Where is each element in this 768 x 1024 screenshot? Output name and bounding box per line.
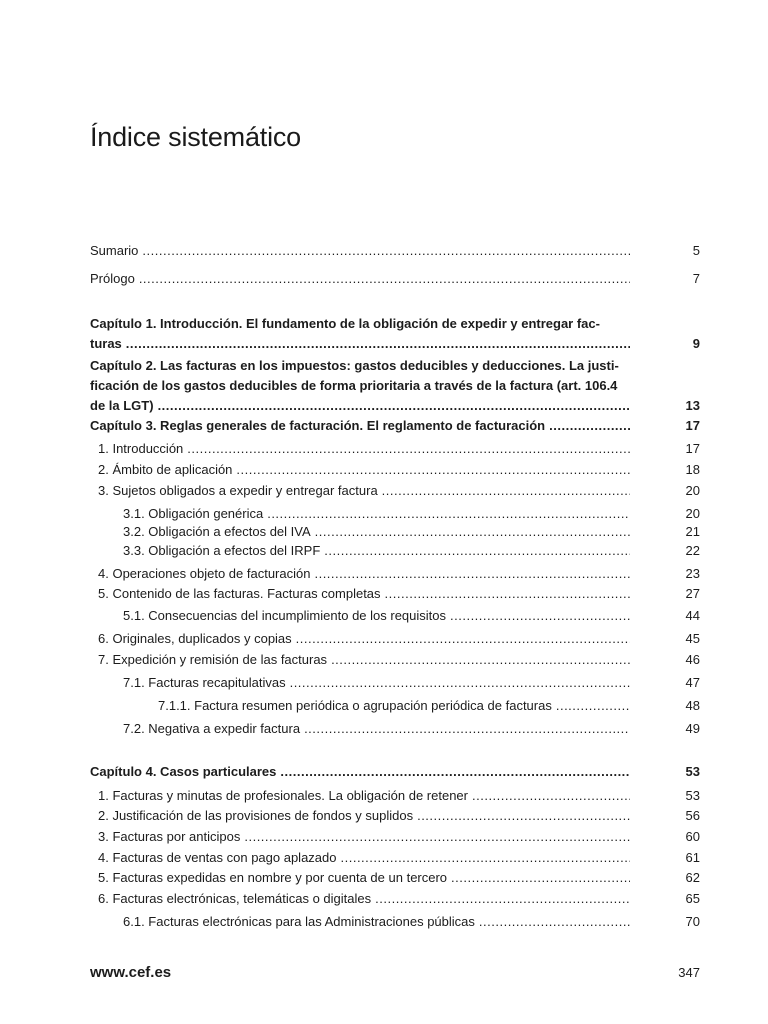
toc-entry-page: 53 (685, 788, 700, 803)
toc-entry-page: 20 (685, 483, 700, 498)
toc-entry-label: 4. Facturas de ventas con pago aplazado (98, 850, 337, 865)
toc-entry-label: Capítulo 4. Casos particulares (90, 764, 277, 779)
toc-entry-page: 60 (685, 829, 700, 844)
toc-entry-label: 2. Ámbito de aplicación (98, 462, 233, 477)
toc-entry-label: 7.2. Negativa a expedir factura (123, 721, 301, 736)
dot-leader (375, 889, 630, 909)
toc-entry (98, 827, 700, 847)
toc-entry-page: 61 (685, 850, 700, 865)
toc-entry (98, 481, 700, 501)
toc-entry-page: 17 (685, 418, 700, 433)
toc-entry-label: 3.2. Obligación a efectos del IVA (123, 524, 311, 539)
toc-entry-label: 7.1. Facturas recapitulativas (123, 675, 286, 690)
dot-leader (158, 396, 630, 416)
dot-leader (296, 629, 630, 649)
toc-entry-page: 44 (685, 608, 700, 623)
dot-leader (187, 439, 630, 459)
toc-entry-label: 6. Facturas electrónicas, telemáticas o digitales (98, 891, 372, 906)
toc-entry-page: 70 (685, 914, 700, 929)
toc-entry (98, 439, 700, 459)
toc-entry-page: 48 (685, 698, 700, 713)
toc-chapter-entry (90, 314, 700, 354)
dot-leader (315, 522, 630, 542)
toc-chapter-entry (90, 356, 700, 416)
dot-leader (331, 650, 630, 670)
toc-entry-label: 6. Originales, duplicados y copias (98, 631, 292, 646)
dot-leader (472, 786, 630, 806)
toc-entry-page: 20 (685, 506, 700, 521)
toc-entry-page: 9 (692, 336, 700, 351)
toc-entry-label: 5. Facturas expedidas en nombre y por cuenta de un tercero (98, 870, 448, 885)
footer-url: www.cef.es (90, 964, 172, 981)
toc-entry (98, 848, 700, 868)
toc-entry-label: 5.1. Consecuencias del incumplimiento de los requisitos (123, 608, 447, 623)
toc-entry-label: 3. Sujetos obligados a expedir y entregar factura (98, 483, 378, 498)
toc-entry (98, 650, 700, 670)
dot-leader (324, 541, 630, 561)
toc-entry (123, 522, 700, 542)
dot-leader (290, 673, 630, 693)
dot-leader (236, 460, 630, 480)
toc-entry-page: 22 (685, 543, 700, 558)
dot-leader (549, 416, 630, 436)
toc-entry-page: 23 (685, 566, 700, 581)
toc-entry (123, 541, 700, 561)
toc-entry-label: 1. Facturas y minutas de profesionales. La obligación de retener (98, 788, 468, 803)
toc-entry-label: 7. Expedición y remisión de las facturas (98, 652, 328, 667)
dot-leader (126, 334, 630, 354)
dot-leader (267, 504, 630, 524)
dot-leader (142, 241, 630, 261)
toc-entry (98, 786, 700, 806)
footer-page-number: 347 (678, 965, 700, 980)
dot-leader (341, 848, 631, 868)
toc-entry-label: 5. Contenido de las facturas. Facturas completas (98, 586, 381, 601)
toc-entry-page: 17 (685, 441, 700, 456)
toc-entry-page: 18 (685, 462, 700, 477)
toc-entry-label: de la LGT) (90, 398, 154, 413)
toc-entry (123, 673, 700, 693)
toc-entry-page: 5 (692, 243, 700, 258)
toc-entry-label: Prólogo (90, 271, 135, 286)
toc-entry-page: 53 (685, 764, 700, 779)
toc-entry-page: 56 (685, 808, 700, 823)
toc-entry-label: 2. Justificación de las provisiones de fondos y suplidos (98, 808, 414, 823)
dot-leader (385, 584, 630, 604)
toc-entry-page: 65 (685, 891, 700, 906)
page-title: Índice sistemático (90, 122, 301, 152)
toc-chapter-entry (90, 762, 700, 782)
toc-entry-label: Sumario (90, 243, 139, 258)
toc-entry (98, 460, 700, 480)
toc-entry-page: 47 (685, 675, 700, 690)
toc-entry-label-line: Capítulo 2. Las facturas en los impuestos: gastos deducibles y deducciones. La justi- (90, 358, 619, 373)
toc-entry (98, 806, 700, 826)
dot-leader (244, 827, 630, 847)
toc-entry (123, 504, 700, 524)
toc-entry (98, 629, 700, 649)
dot-leader (417, 806, 630, 826)
toc-entry (123, 719, 700, 739)
toc-entry (98, 868, 700, 888)
toc-entry (98, 584, 700, 604)
toc-entry (90, 269, 700, 289)
toc-entry (158, 696, 700, 716)
toc-entry-label-line: ficación de los gastos deducibles de forma prioritaria a través de la factura (art. 106.4 (90, 378, 618, 393)
dot-leader (450, 606, 630, 626)
toc-entry (90, 241, 700, 261)
toc-entry-label-line: Capítulo 1. Introducción. El fundamento de la obligación de expedir y entregar fac- (90, 316, 600, 331)
toc-entry (123, 606, 700, 626)
toc-entry-page: 27 (685, 586, 700, 601)
toc-entry (123, 912, 700, 932)
toc-entry-page: 21 (685, 524, 700, 539)
dot-leader (382, 481, 630, 501)
toc-entry-page: 13 (685, 398, 700, 413)
toc-entry (98, 564, 700, 584)
toc-entry-label: 6.1. Facturas electrónicas para las Administraciones públicas (123, 914, 475, 929)
toc-entry-label: 7.1.1. Factura resumen periódica o agrupación periódica de facturas (158, 698, 552, 713)
toc-chapter-entry (90, 416, 700, 436)
dot-leader (314, 564, 630, 584)
toc-entry-label: Capítulo 3. Reglas generales de facturación. El reglamento de facturación (90, 418, 546, 433)
toc-entry-label: 4. Operaciones objeto de facturación (98, 566, 311, 581)
toc-entry-label: turas (90, 336, 122, 351)
toc-entry-page: 7 (692, 271, 700, 286)
toc-entry-page: 49 (685, 721, 700, 736)
toc-entry-page: 62 (685, 870, 700, 885)
dot-leader (304, 719, 630, 739)
toc-entry-label: 3.1. Obligación genérica (123, 506, 264, 521)
dot-leader (479, 912, 630, 932)
toc-entry (98, 889, 700, 909)
toc-entry-page: 45 (685, 631, 700, 646)
toc-entry-label: 1. Introducción (98, 441, 184, 456)
dot-leader (139, 269, 630, 289)
toc-entry-label: 3.3. Obligación a efectos del IRPF (123, 543, 321, 558)
dot-leader (451, 868, 630, 888)
dot-leader (280, 762, 630, 782)
toc-entry-label: 3. Facturas por anticipos (98, 829, 241, 844)
toc-entry-page: 46 (685, 652, 700, 667)
dot-leader (556, 696, 630, 716)
